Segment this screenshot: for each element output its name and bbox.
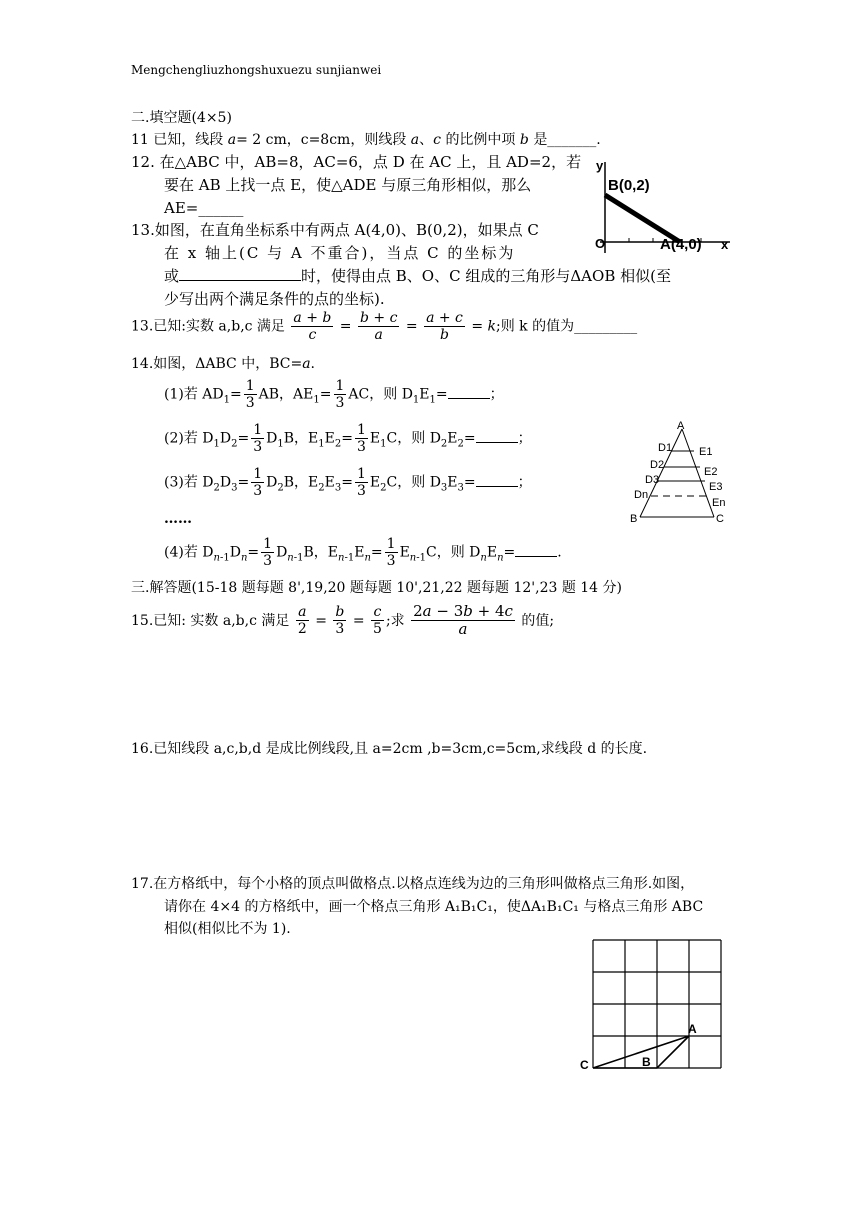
label-y: y <box>596 158 604 173</box>
question-15: 15.已知: 实数 a,b,c 满足 $\frac{a}{2}$ = $\frac{b}{3}$ = $\frac{c}{5}$ ;求 $\frac{2a - 3b + 4c}{a}$ 的值; <box>131 602 555 639</box>
label-d2: D2 <box>650 459 665 471</box>
question-13a-line4: 少写出两个满足条件的点的坐标). <box>164 290 385 308</box>
label-b: B <box>642 1055 651 1069</box>
question-14-intro: 14.如图，ΔABC 中，BC=a. <box>131 356 315 372</box>
label-d3: D3 <box>645 474 660 486</box>
question-12-line3: AE=______ <box>164 199 244 217</box>
page-header: Mengchengliuzhongshuxuezu sunjianwei <box>131 63 382 77</box>
section-heading-solutions: 三.解答题(15-18 题每题 8',19,20 题每题 10',21,22 题每题 12',23 题 14 分) <box>131 580 623 596</box>
question-13a-line2: 在 x 轴上(C 与 A 不重合)，当点 C 的坐标为 <box>164 244 516 262</box>
label-c: C <box>580 1058 589 1072</box>
label-e3: E3 <box>709 481 723 493</box>
label-c: C <box>716 513 724 525</box>
grid-figure <box>576 935 726 1073</box>
label-en: En <box>712 497 726 509</box>
label-b: B(0,2) <box>608 177 650 194</box>
triangle-abc <box>593 1036 689 1068</box>
label-o: O <box>595 236 606 251</box>
question-14-part1: (1)若 $AD_1=$ $\frac{1}{3}$ AB，$AE_1=$ $\frac{1}{3}$ AC，则 $D_1E_1=$ ； <box>164 378 504 412</box>
question-16: 16.已知线段 a,c,b,d 是成比例线段,且 a=2cm ,b=3cm,c=5cm,求线段 d 的长度. <box>131 741 648 757</box>
section-heading-fill-blank: 二.填空题(4×5) <box>131 110 232 126</box>
label-b: B <box>630 513 638 525</box>
question-14-ellipsis: …… <box>164 511 192 527</box>
question-14-part2: (2)若 $D_1D_2=$ $\frac{1}{3}$ $D_1B$，$E_1E_2=$ $\frac{1}{3}$ $E_1C$，则 $D_2E_2=$ ； <box>164 422 532 456</box>
question-14-part4: (4)若 $D_{n-1}D_n=$ $\frac{1}{3}$ $D_{n-1}B$，$E_{n-1}E_n=$ $\frac{1}{3}$ $E_{n-1}C$，则 $D_nE_n=$ . <box>164 536 562 570</box>
question-17-line1: 17.在方格纸中，每个小格的顶点叫做格点.以格点连线为边的三角形叫做格点三角形.如图， <box>131 876 695 892</box>
label-dn: Dn <box>634 489 649 501</box>
label-a: A(4,0) <box>660 236 702 253</box>
question-13b: 13.已知:实数 a,b,c 满足 $\frac{a + b}{c}$ = $\frac{b + c}{a}$ = $\frac{a + c}{b}$ = k;则 k 的值为_________ <box>131 310 638 344</box>
segment-ab <box>605 195 680 242</box>
question-13a-line1: 13.如图，在直角坐标系中有两点 A(4,0)、B(0,2)，如果点 C <box>131 221 539 239</box>
question-17-line3: 相似(相似比不为 1). <box>164 921 291 937</box>
question-12-line1: 12. 在△ABC 中，AB=8，AC=6，点 D 在 AC 上，且 AD=2，若 <box>131 153 582 171</box>
question-17-line2: 请你在 4×4 的方格纸中，画一个格点三角形 A₁B₁C₁，使ΔA₁B₁C₁ 与格点三角形 ABC <box>164 899 704 915</box>
question-11: 11 已知，线段 a= 2 cm，c=8cm，则线段 a、c 的比例中项 b 是_______. <box>131 132 601 148</box>
label-x: x <box>721 237 729 252</box>
label-e2: E2 <box>704 466 718 478</box>
label-e1: E1 <box>699 446 713 458</box>
label-d1: D1 <box>658 442 673 454</box>
label-a: A <box>688 1022 697 1036</box>
question-14-part3: (3)若 $D_2D_3=$ $\frac{1}{3}$ $D_2B$，$E_2E_3=$ $\frac{1}{3}$ $E_2C$，则 $D_3E_3=$ ； <box>164 466 532 500</box>
triangle-figure <box>626 418 736 528</box>
question-12-line2: 要在 AB 上找一点 E，使△ADE 与原三角形相似，那么 <box>164 176 532 194</box>
grid-lines <box>593 940 721 1068</box>
question-13a-line3: 或 时，使得由点 B、O、C 组成的三角形与ΔAOB 相似(至 <box>164 267 671 285</box>
label-a: A <box>677 420 685 432</box>
coordinate-figure <box>582 150 732 260</box>
